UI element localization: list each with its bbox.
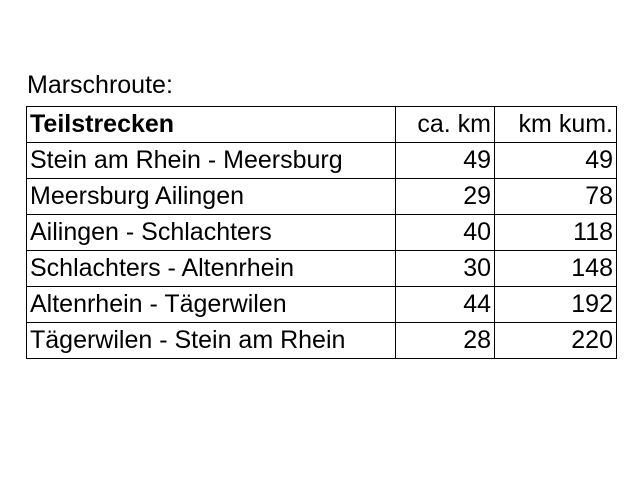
cell-km: 40	[396, 215, 495, 251]
table-row	[27, 215, 617, 251]
table-row	[27, 251, 617, 287]
header-km-cumulative: km kum.	[495, 107, 617, 143]
cell-segment: Meersburg Ailingen	[27, 179, 396, 215]
header-km: ca. km	[396, 107, 495, 143]
cell-km: 44	[396, 287, 495, 323]
header-segment: Teilstrecken	[27, 107, 396, 143]
cell-km: 49	[396, 143, 495, 179]
cell-km-cumulative: 78	[495, 179, 617, 215]
cell-km: 29	[396, 179, 495, 215]
table-header-row	[27, 107, 617, 143]
cell-km-cumulative: 118	[495, 215, 617, 251]
table-row	[27, 323, 617, 359]
route-table	[26, 106, 617, 359]
table-row	[27, 143, 617, 179]
table-row	[27, 179, 617, 215]
cell-segment: Schlachters - Altenrhein	[27, 251, 396, 287]
cell-segment: Stein am Rhein - Meersburg	[27, 143, 396, 179]
table-caption: Marschroute:	[27, 71, 173, 99]
cell-segment: Altenrhein - Tägerwilen	[27, 287, 396, 323]
cell-km: 28	[396, 323, 495, 359]
cell-segment: Ailingen - Schlachters	[27, 215, 396, 251]
cell-km-cumulative: 192	[495, 287, 617, 323]
table-row	[27, 287, 617, 323]
cell-segment: Tägerwilen - Stein am Rhein	[27, 323, 396, 359]
cell-km-cumulative: 220	[495, 323, 617, 359]
cell-km-cumulative: 49	[495, 143, 617, 179]
cell-km-cumulative: 148	[495, 251, 617, 287]
cell-km: 30	[396, 251, 495, 287]
